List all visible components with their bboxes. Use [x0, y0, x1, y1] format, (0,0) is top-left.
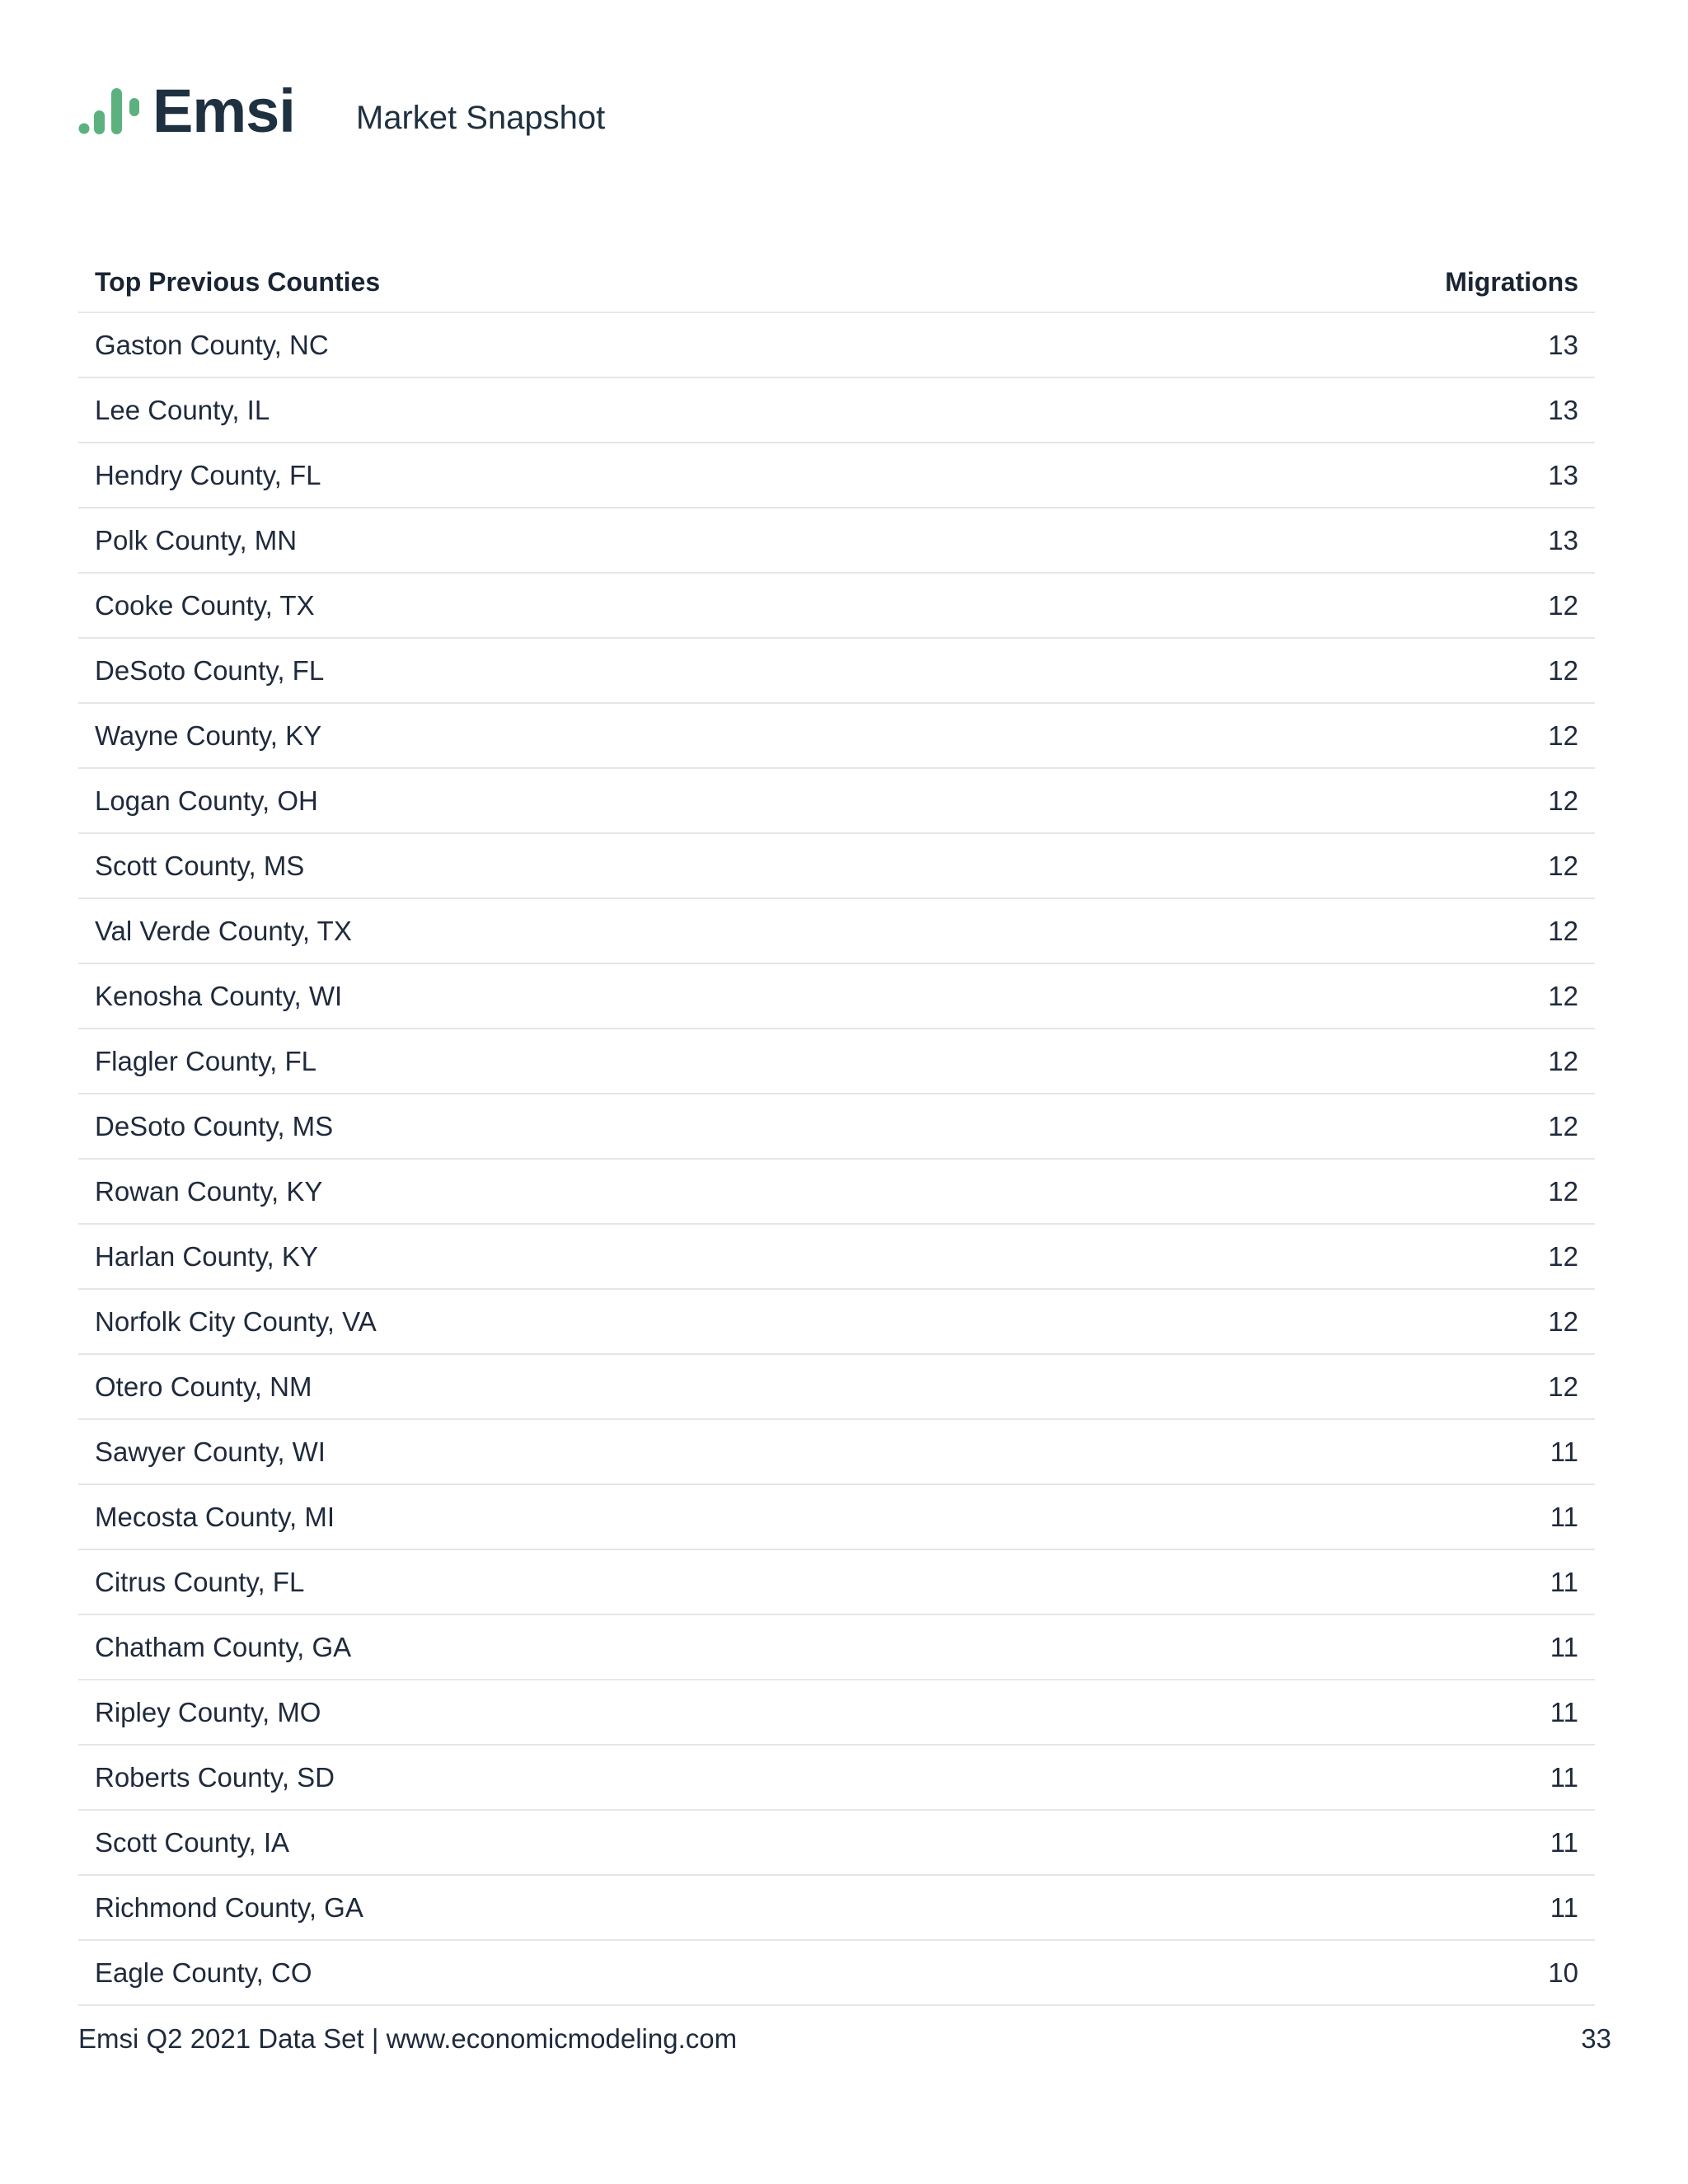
table-row: [78, 1811, 1595, 1876]
county-name-cell: Otero County, NM: [95, 1371, 312, 1402]
page-header: [78, 78, 605, 144]
previous-counties-table: [78, 252, 1595, 2006]
county-name-cell: Logan County, OH: [95, 785, 318, 816]
county-name-cell: Cooke County, TX: [95, 589, 315, 621]
table-row: [78, 1876, 1595, 1941]
county-name-cell: Harlan County, KY: [95, 1240, 318, 1272]
county-name-cell: Val Verde County, TX: [95, 915, 352, 946]
migrations-cell: 10: [1548, 1957, 1578, 1988]
table-row: [78, 834, 1595, 899]
migrations-cell: 11: [1550, 1501, 1578, 1532]
table-row: [78, 509, 1595, 574]
migrations-cell: 12: [1548, 589, 1578, 621]
county-name-cell: Chatham County, GA: [95, 1631, 352, 1662]
table-row: [78, 313, 1595, 378]
county-name-cell: Flagler County, FL: [95, 1045, 316, 1076]
table-row: [78, 769, 1595, 834]
migrations-cell: 11: [1550, 1826, 1578, 1858]
migrations-cell: 13: [1548, 394, 1578, 425]
county-name-cell: Mecosta County, MI: [95, 1501, 335, 1532]
migrations-cell: 12: [1548, 719, 1578, 751]
table-row: [78, 1746, 1595, 1811]
county-name-cell: Richmond County, GA: [95, 1891, 363, 1923]
migrations-cell: 11: [1550, 1696, 1578, 1727]
column-header-county: Top Previous Counties: [95, 266, 381, 297]
table-row: [78, 1941, 1595, 2006]
migrations-cell: 13: [1548, 459, 1578, 490]
county-name-cell: Gaston County, NC: [95, 329, 329, 360]
page-number: 33: [1581, 2023, 1611, 2054]
county-name-cell: Wayne County, KY: [95, 719, 322, 751]
table-row: [78, 1160, 1595, 1225]
county-name-cell: Roberts County, SD: [95, 1761, 335, 1793]
migrations-cell: 11: [1550, 1631, 1578, 1662]
migrations-cell: 11: [1550, 1436, 1578, 1467]
county-name-cell: Ripley County, MO: [95, 1696, 321, 1727]
logo-wordmark: Emsi: [152, 77, 295, 145]
table-row: [78, 443, 1595, 509]
column-header-migrations: Migrations: [1445, 266, 1578, 297]
migrations-cell: 13: [1548, 524, 1578, 555]
migrations-cell: 11: [1550, 1566, 1578, 1597]
county-name-cell: Scott County, MS: [95, 850, 305, 881]
county-name-cell: Rowan County, KY: [95, 1175, 323, 1207]
migrations-cell: 12: [1548, 1371, 1578, 1402]
table-row: [78, 964, 1595, 1029]
county-name-cell: Kenosha County, WI: [95, 980, 343, 1011]
table-row: [78, 1550, 1595, 1615]
county-name-cell: Lee County, IL: [95, 394, 270, 425]
table-row: [78, 1355, 1595, 1420]
table-row: [78, 574, 1595, 639]
bar-chart-logo-icon: [78, 86, 146, 137]
migrations-cell: 12: [1548, 980, 1578, 1011]
table-row: [78, 1485, 1595, 1550]
migrations-cell: 12: [1548, 1240, 1578, 1272]
footer-source: Emsi Q2 2021 Data Set | www.economicmodeling.com: [78, 2023, 738, 2054]
table-row: [78, 1680, 1595, 1746]
table-row: [78, 1225, 1595, 1290]
county-name-cell: Sawyer County, WI: [95, 1436, 326, 1467]
table-row: [78, 1615, 1595, 1680]
table-row: [78, 1290, 1595, 1355]
migrations-cell: 12: [1548, 850, 1578, 881]
table-row: [78, 1420, 1595, 1485]
county-name-cell: Norfolk City County, VA: [95, 1305, 377, 1337]
migrations-cell: 12: [1548, 1110, 1578, 1141]
migrations-cell: 12: [1548, 1175, 1578, 1207]
migrations-cell: 12: [1548, 1045, 1578, 1076]
table-row: [78, 639, 1595, 704]
document-title: Market Snapshot: [355, 99, 606, 136]
county-name-cell: Citrus County, FL: [95, 1566, 305, 1597]
migrations-cell: 11: [1550, 1891, 1578, 1923]
table-row: [78, 1094, 1595, 1160]
page-footer: [78, 2023, 1611, 2055]
county-name-cell: Scott County, IA: [95, 1826, 289, 1858]
county-name-cell: Eagle County, CO: [95, 1957, 312, 1988]
county-name-cell: Polk County, MN: [95, 524, 298, 555]
county-name-cell: Hendry County, FL: [95, 459, 321, 490]
county-name-cell: DeSoto County, MS: [95, 1110, 334, 1141]
table-row: [78, 899, 1595, 964]
migrations-cell: 12: [1548, 785, 1578, 816]
migrations-cell: 12: [1548, 915, 1578, 946]
emsi-logo: [78, 77, 295, 145]
table-header-row: [78, 252, 1595, 313]
county-name-cell: DeSoto County, FL: [95, 654, 325, 686]
table-row: [78, 704, 1595, 769]
migrations-cell: 12: [1548, 654, 1578, 686]
table-row: [78, 378, 1595, 443]
table-body: [78, 313, 1595, 2006]
table-row: [78, 1029, 1595, 1094]
migrations-cell: 12: [1548, 1305, 1578, 1337]
migrations-cell: 13: [1548, 329, 1578, 360]
migrations-cell: 11: [1550, 1761, 1578, 1793]
